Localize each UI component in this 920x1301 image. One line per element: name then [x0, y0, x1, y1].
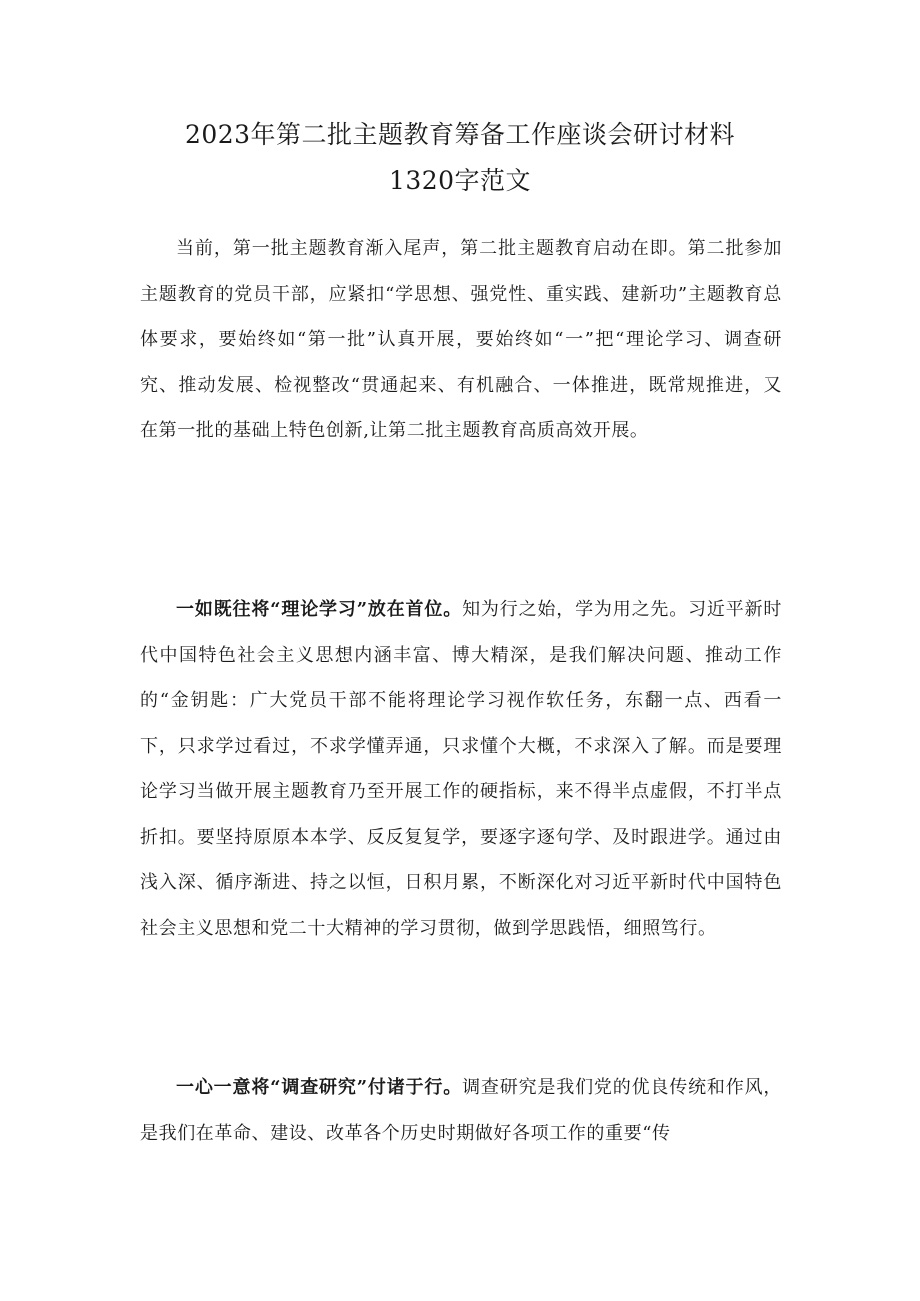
title-line-1: 2023年第二批主题教育筹备工作座谈会研讨材料 — [184, 120, 736, 149]
title-line-2: 1320字范文 — [388, 166, 532, 195]
paragraph-lead: 一如既往将“理论学习”放在首位。 — [176, 599, 463, 620]
paragraph-body: 当前，第一批主题教育渐入尾声，第二批主题教育启动在即。第二批参加主题教育的党员干部，应紧扣“学思想、强党性、重实践、建新功”主题教育总体要求，要始终如“第一批”认真开展，要始终如“一”把“理论学习、调查研究、推动发展、检视整改“贯通起来、有机融合、一体推进，既常规推进，又在第一批的基础上特色创新,让第二批主题教育高质高效开展。 — [140, 238, 782, 441]
paragraph-body: 调查研究是我们党的优良传统和作风，是我们在革命、建设、改革各个历史时期做好各项工作的重要“传 — [140, 1077, 783, 1144]
paragraph-body: 知为行之始，学为用之先。习近平新时代中国特色社会主义思想内涵丰富、博大精深，是我们解决问题、推动工作的“金钥匙：广大党员干部不能将理论学习视作软任务，东翻一点、西看一下，只求学过看过，不求学懂弄通，只求懂个大概，不求深入了解。而是要理论学习当做开展主题教育乃至开展工作的硬指标，来不得半点虚假，不打半点折扣。要坚持原原本本学、反反复复学，要逐字逐句学、及时跟进学。通过由浅入深、循序渐进、持之以恒，日积月累，不断深化对习近平新时代中国特色社会主义思想和党二十大精神的学习贯彻，做到学思践悟，细照笃行。 — [140, 599, 783, 939]
paragraph-theory-study — [140, 587, 782, 951]
paragraph-investigation — [140, 1065, 782, 1156]
document-title — [140, 112, 780, 204]
paragraph-intro — [140, 226, 782, 454]
paragraph-lead: 一心一意将“调查研究”付诸于行。 — [176, 1077, 463, 1098]
